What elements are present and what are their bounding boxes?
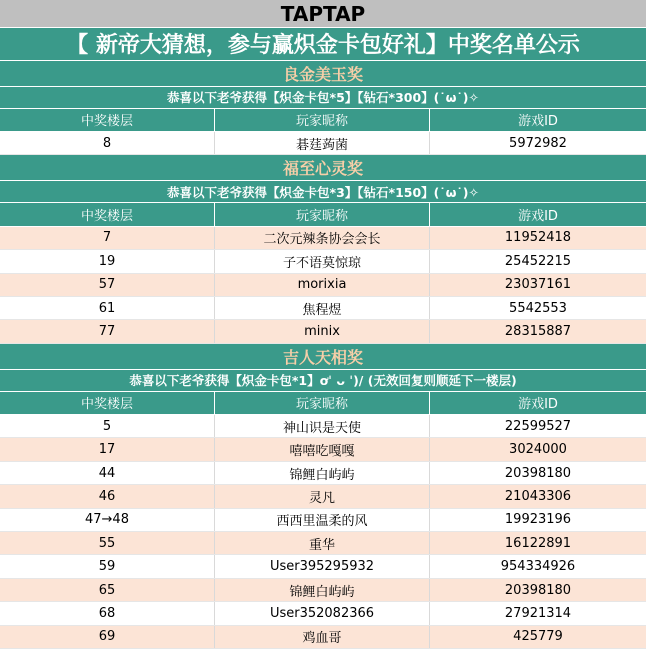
nickname-cell: minix (215, 320, 430, 342)
game-id-cell: 25452215 (504, 253, 572, 269)
nickname-cell: 嘻嘻吃嘎嘎 (215, 438, 430, 460)
floor-cell: 19 (0, 250, 215, 272)
nickname-cell: 灵凡 (215, 485, 430, 507)
banner-title: 【 新帝大猜想，参与赢炽金卡包好礼】中奖名单公示 (0, 28, 646, 60)
floor-cell: 77 (0, 320, 215, 342)
nickname-cell: morixia (215, 274, 430, 296)
award-title: 吉人天相奖 (0, 344, 646, 370)
column-header: 玩家昵称 (215, 203, 430, 225)
floor-cell: 7 (0, 227, 215, 249)
column-header: 玩家昵称 (215, 109, 430, 131)
floor-cell: 47→48 (0, 509, 215, 531)
column-header: 游戏ID (518, 114, 558, 130)
award-subtitle: 恭喜以下老爷获得【炽金卡包*3】【钻石*150】(˙ω˙)✧ (0, 181, 646, 203)
award-title: 福至心灵奖 (0, 155, 646, 181)
table-row (0, 227, 646, 250)
nickname-cell: 西西里温柔的风 (215, 509, 430, 531)
game-id-cell: 5542553 (509, 300, 567, 316)
table-row (0, 626, 646, 649)
table-row (0, 320, 646, 343)
nickname-cell: 重华 (215, 532, 430, 554)
floor-cell: 46 (0, 485, 215, 507)
game-id-cell: 22599527 (504, 418, 572, 434)
column-header: 游戏ID (518, 209, 558, 225)
floor-cell: 68 (0, 602, 215, 624)
floor-cell: 65 (0, 579, 215, 601)
floor-cell: 17 (0, 438, 215, 460)
nickname-cell: User352082366 (215, 602, 430, 624)
table-header (0, 109, 646, 132)
table-row (0, 438, 646, 461)
award-title: 良金美玉奖 (0, 61, 646, 87)
game-id-cell: 19923196 (504, 512, 572, 528)
game-id-cell: 5972982 (509, 135, 567, 151)
game-id-cell: 23037161 (504, 277, 572, 293)
column-header: 中奖楼层 (0, 392, 215, 414)
award-subtitle: 恭喜以下老爷获得【炽金卡包*5】【钻石*300】(˙ω˙)✧ (0, 87, 646, 109)
floor-cell: 59 (0, 555, 215, 577)
floor-cell: 69 (0, 626, 215, 648)
table-row (0, 532, 646, 555)
nickname-cell: 子不语莫惊琼 (215, 250, 430, 272)
floor-cell: 44 (0, 462, 215, 484)
game-id-cell: 27921314 (504, 605, 572, 621)
table-header (0, 203, 646, 226)
sections (0, 61, 646, 649)
floor-cell: 55 (0, 532, 215, 554)
table-row (0, 297, 646, 320)
nickname-cell: 锦鲤白屿屿 (215, 462, 430, 484)
table-row (0, 415, 646, 438)
game-id-cell: 3024000 (509, 442, 567, 458)
nickname-cell: 碁莛蒟菌 (215, 132, 430, 154)
nickname-cell: User395295932 (215, 555, 430, 577)
game-id-cell: 20398180 (504, 582, 572, 598)
table-row (0, 274, 646, 297)
table-header (0, 392, 646, 415)
floor-cell: 57 (0, 274, 215, 296)
column-header: 游戏ID (518, 397, 558, 413)
nickname-cell: 二次元辣条协会会长 (215, 227, 430, 249)
table-row (0, 485, 646, 508)
column-header: 中奖楼层 (0, 203, 215, 225)
table-row (0, 602, 646, 625)
table-row (0, 579, 646, 602)
floor-cell: 5 (0, 415, 215, 437)
game-id-cell: 16122891 (504, 535, 572, 551)
table-row (0, 250, 646, 273)
game-id-cell: 28315887 (504, 324, 572, 339)
table-row (0, 555, 646, 578)
floor-cell: 61 (0, 297, 215, 319)
game-id-cell: 20398180 (504, 465, 572, 481)
table-row (0, 509, 646, 532)
nickname-cell: 锦鲤白屿屿 (215, 579, 430, 601)
nickname-cell: 鸡血哥 (215, 626, 430, 648)
table-row (0, 132, 646, 155)
nickname-cell: 焦程煜 (215, 297, 430, 319)
sheet-title: TAPTAP (0, 0, 646, 28)
column-header: 中奖楼层 (0, 109, 215, 131)
game-id-cell: 425779 (513, 629, 563, 645)
floor-cell: 8 (0, 132, 215, 154)
nickname-cell: 神山识是天使 (215, 415, 430, 437)
game-id-cell: 21043306 (504, 488, 572, 504)
game-id-cell: 11952418 (504, 230, 572, 246)
award-subtitle: 恭喜以下老爷获得【炽金卡包*1】ơˈ ᴗ ˈ)/ (无效回复则顺延下一楼层) (0, 370, 646, 392)
game-id-cell: 954334926 (500, 559, 576, 575)
table-row (0, 462, 646, 485)
column-header: 玩家昵称 (215, 392, 430, 414)
